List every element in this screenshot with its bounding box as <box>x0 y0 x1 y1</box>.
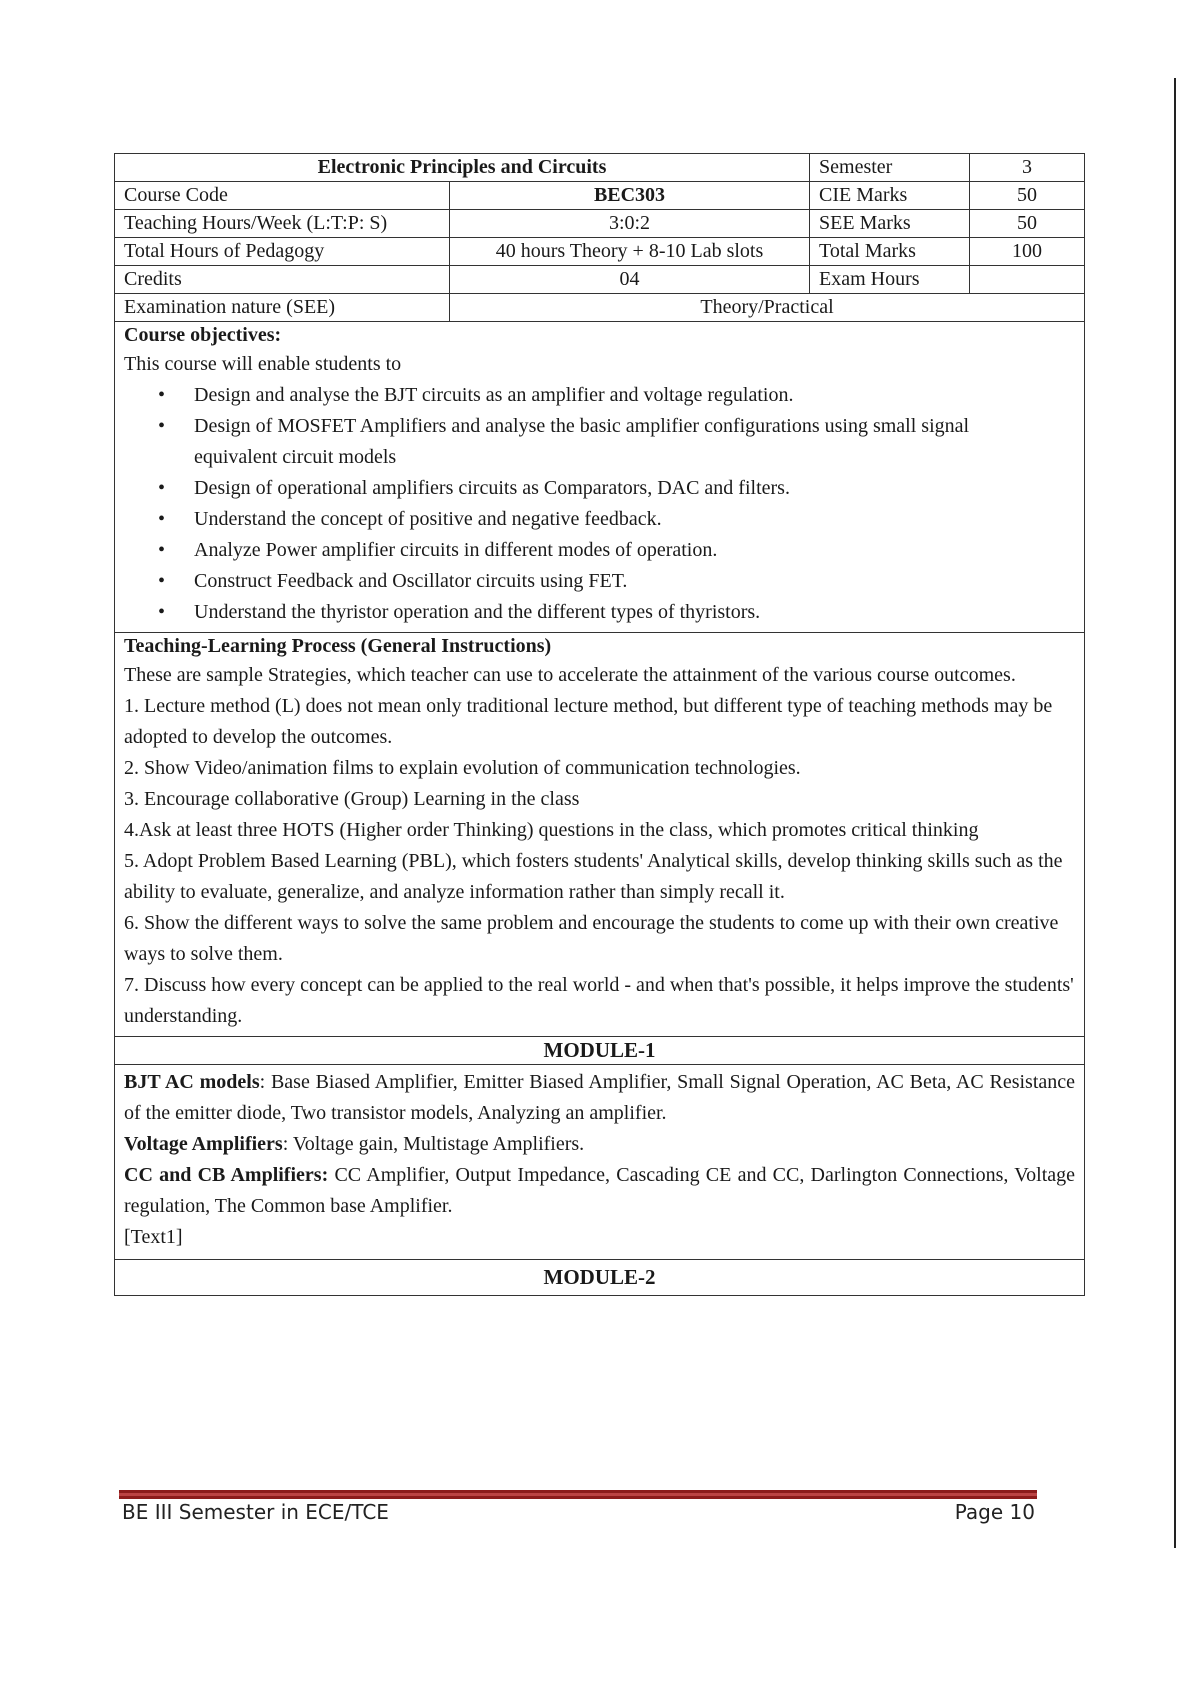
list-item: • Design of operational amplifiers circuits as Comparators, DAC and filters. <box>194 473 1075 504</box>
course-objectives-heading: Course objectives: <box>124 324 282 346</box>
teaching-paragraph: 2. Show Video/animation films to explain evolution of communication technologies. <box>124 757 801 779</box>
list-item: • Design of MOSFET Amplifiers and analyse the basic amplifier configurations using small signal equivalent circuit models <box>194 411 1075 473</box>
footer-divider <box>119 1490 1037 1499</box>
credits-value: 04 <box>450 266 810 294</box>
module1-reference: [Text1] <box>124 1226 183 1248</box>
total-marks-value: 100 <box>970 238 1085 266</box>
module2-heading-row <box>115 1260 1085 1296</box>
objectives-list <box>124 380 1075 628</box>
teaching-learning-row <box>115 633 1085 1037</box>
teaching-paragraph: 1. Lecture method (L) does not mean only traditional lecture method, but different type of teaching methods may be adopted to develop the outcomes. <box>124 695 1053 748</box>
teaching-paragraph: 5. Adopt Problem Based Learning (PBL), which fosters students' Analytical skills, develop thinking skills such as the ability to evaluate, generalize, and analyze information rather than simply recall it. <box>124 850 1063 903</box>
footer-semester: BE III Semester in ECE/TCE <box>122 1500 389 1524</box>
module1-paragraph <box>124 1160 1075 1222</box>
exam-nature-label: Examination nature (SEE) <box>115 294 450 322</box>
module1-content <box>115 1065 1085 1260</box>
teaching-hours-value: 3:0:2 <box>450 210 810 238</box>
table-row <box>115 294 1085 322</box>
total-marks-label: Total Marks <box>810 238 970 266</box>
module1-heading-row <box>115 1037 1085 1065</box>
cc-cb-amplifiers-term: CC and CB Amplifiers: <box>124 1164 329 1186</box>
module1-content-row <box>115 1065 1085 1260</box>
pedagogy-hours-value: 40 hours Theory + 8-10 Lab slots <box>450 238 810 266</box>
list-item: • Construct Feedback and Oscillator circuits using FET. <box>194 566 1075 597</box>
course-objectives-intro: This course will enable students to <box>124 353 402 375</box>
teaching-hours-label: Teaching Hours/Week (L:T:P: S) <box>115 210 450 238</box>
course-objectives-section <box>115 322 1085 633</box>
semester-value: 3 <box>970 154 1085 182</box>
module1-heading: MODULE-1 <box>115 1037 1085 1065</box>
title-row <box>115 154 1085 182</box>
list-item: • Understand the concept of positive and negative feedback. <box>194 504 1075 535</box>
teaching-learning-heading: Teaching-Learning Process (General Instructions) <box>124 635 552 657</box>
list-item: • Analyze Power amplifier circuits in different modes of operation. <box>194 535 1075 566</box>
bjt-ac-models-text: : Base Biased Amplifier, Emitter Biased Amplifier, Small Signal Operation, AC Beta, AC Resistance of the emitter diode, Two transistor models, Analyzing an amplifier. <box>124 1071 1076 1124</box>
table-row <box>115 210 1085 238</box>
module1-paragraph <box>124 1129 1075 1160</box>
course-code-label: Course Code <box>115 182 450 210</box>
pedagogy-hours-label: Total Hours of Pedagogy <box>115 238 450 266</box>
course-title: Electronic Principles and Circuits <box>115 154 810 182</box>
teaching-paragraph: These are sample Strategies, which teacher can use to accelerate the attainment of the various course outcomes. <box>124 664 1016 686</box>
teaching-paragraph: 3. Encourage collaborative (Group) Learning in the class <box>124 788 580 810</box>
table-row <box>115 182 1085 210</box>
exam-hours-value <box>970 266 1085 294</box>
bjt-ac-models-term: BJT AC models <box>124 1071 260 1093</box>
teaching-paragraph: 6. Show the different ways to solve the same problem and encourage the students to come up with their own creative ways to solve them. <box>124 912 1059 965</box>
teaching-learning-section <box>115 633 1085 1037</box>
cc-cb-amplifiers-text: CC Amplifier, Output Impedance, Cascading CE and CC, Darlington Connections, Voltage regulation, The Common base Amplifier. <box>124 1164 1076 1217</box>
list-item: • Design and analyse the BJT circuits as an amplifier and voltage regulation. <box>194 380 1075 411</box>
page-number: Page 10 <box>954 1500 1035 1524</box>
page-right-border <box>1174 78 1176 1548</box>
semester-label: Semester <box>810 154 970 182</box>
table-row <box>115 238 1085 266</box>
credits-label: Credits <box>115 266 450 294</box>
module1-paragraph <box>124 1067 1075 1129</box>
exam-hours-label: Exam Hours <box>810 266 970 294</box>
cie-marks-value: 50 <box>970 182 1085 210</box>
course-objectives-row <box>115 322 1085 633</box>
cie-marks-label: CIE Marks <box>810 182 970 210</box>
voltage-amplifiers-text: : Voltage gain, Multistage Amplifiers. <box>282 1133 585 1155</box>
course-code-value: BEC303 <box>450 182 810 210</box>
module2-heading: MODULE-2 <box>115 1260 1085 1296</box>
see-marks-label: SEE Marks <box>810 210 970 238</box>
teaching-paragraph: 7. Discuss how every concept can be applied to the real world - and when that's possible, it helps improve the students' understanding. <box>124 974 1074 1027</box>
voltage-amplifiers-term: Voltage Amplifiers <box>124 1133 283 1155</box>
exam-nature-value: Theory/Practical <box>450 294 1085 322</box>
see-marks-value: 50 <box>970 210 1085 238</box>
list-item: • Understand the thyristor operation and the different types of thyristors. <box>194 597 1075 628</box>
syllabus-table <box>114 153 1085 1296</box>
table-row <box>115 266 1085 294</box>
teaching-paragraph: 4.Ask at least three HOTS (Higher order Thinking) questions in the class, which promotes critical thinking <box>124 819 979 841</box>
